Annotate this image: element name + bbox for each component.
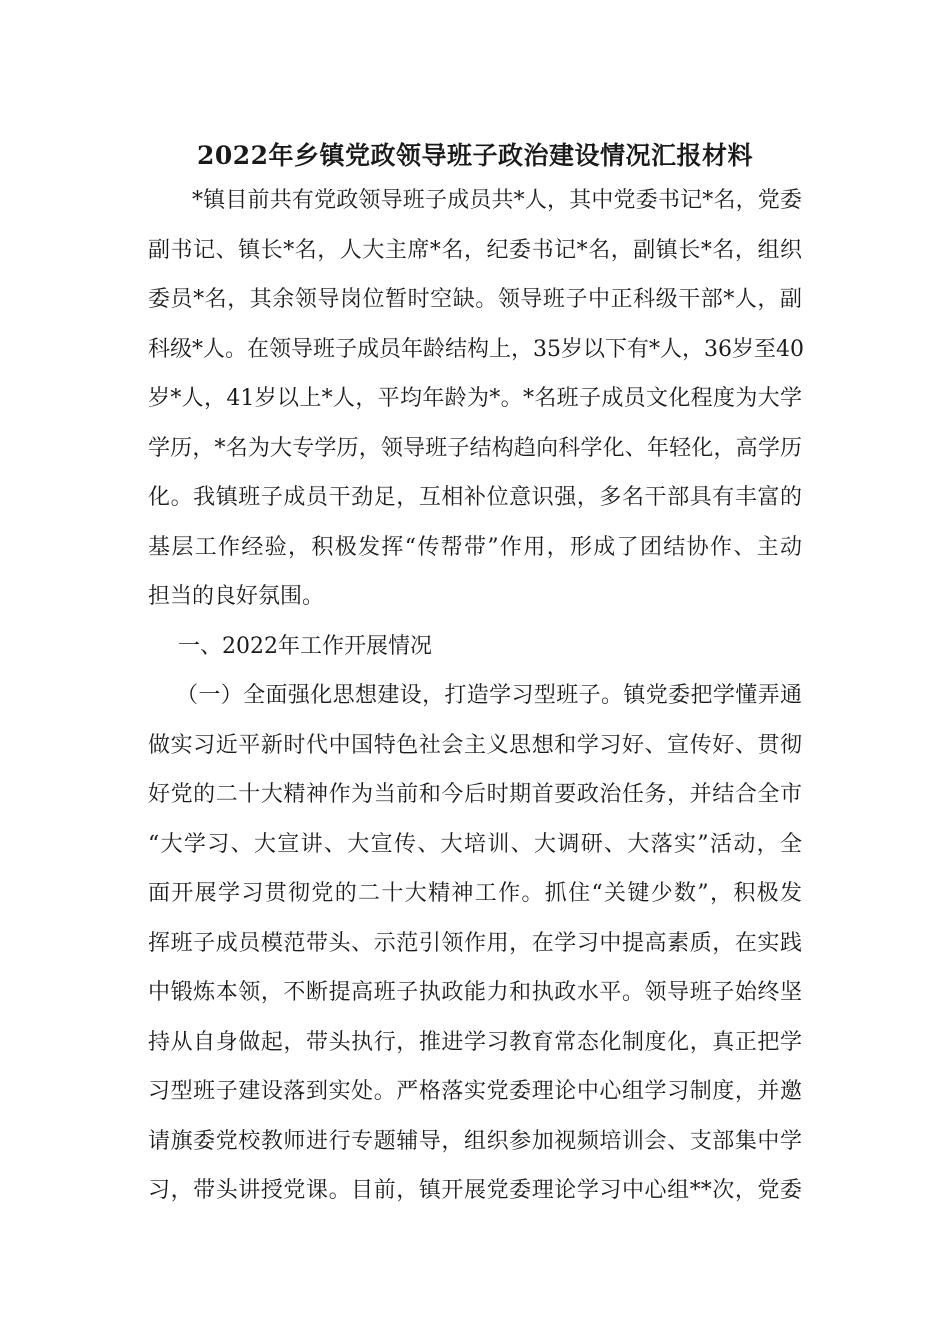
paragraph-line: 习，带头讲授党课。目前，镇开展党委理论学习中心组**次，党委 [148,1178,802,1203]
paragraph-line: 挥班子成员模范带头、示范引领作用，在学习中提高素质，在实践 [148,930,802,956]
paragraph-line: 基层工作经验，积极发挥“传帮带”作用，形成了团结协作、主动 [148,534,802,560]
paragraph-line: 持从自身做起，带头执行，推进学习教育常态化制度化，真正把学 [148,1029,802,1055]
paragraph-line: （一）全面强化思想建设，打造学习型班子。镇党委把学懂弄通 [176,683,802,708]
paragraph-line: 做实习近平新时代中国特色社会主义思想和学习好、宣传好、贯彻 [148,732,802,758]
paragraph-line: 中锻炼本领，不断提高班子执政能力和执政水平。领导班子始终坚 [148,980,802,1005]
document-body [148,181,802,1221]
paragraph-line: 岁*人，41岁以上*人，平均年龄为*。*名班子成员文化程度为大学 [148,386,802,411]
paragraph-line: 科级*人。在领导班子成员年龄结构上，35岁以下有*人，36岁至40 [148,336,804,362]
document-title: 2022年乡镇党政领导班子政治建设情况汇报材料 [196,141,754,170]
paragraph-line: 请旗委党校教师进行专题辅导，组织参加视频培训会、支部集中学 [148,1128,802,1154]
paragraph-line: 委员*名，其余领导岗位暂时空缺。领导班子中正科级干部*人，副 [148,287,802,312]
paragraph-line: 习型班子建设落到实处。严格落实党委理论中心组学习制度，并邀 [148,1079,802,1104]
paragraph-line: 好党的二十大精神作为当前和今后时期首要政治任务，并结合全市 [148,782,802,807]
paragraph-line: 学历，*名为大专学历，领导班子结构趋向科学化、年轻化，高学历 [148,435,802,461]
section-heading: 一、2022年工作开展情况 [178,633,432,659]
paragraph-line: 担当的良好氛围。 [148,584,325,609]
paragraph-line: 副书记、镇长*名，人大主席*名，纪委书记*名，副镇长*名，组织 [148,237,802,263]
paragraph-line: “大学习、大宣讲、大宣传、大培训、大调研、大落实”活动，全 [148,831,802,857]
paragraph-line: *镇目前共有党政领导班子成员共*人，其中党委书记*名，党委 [192,188,802,213]
paragraph-line: 面开展学习贯彻党的二十大精神工作。抓住“关键少数”，积极发 [148,881,802,906]
paragraph-line: 化。我镇班子成员干劲足，互相补位意识强，多名干部具有丰富的 [148,485,802,510]
